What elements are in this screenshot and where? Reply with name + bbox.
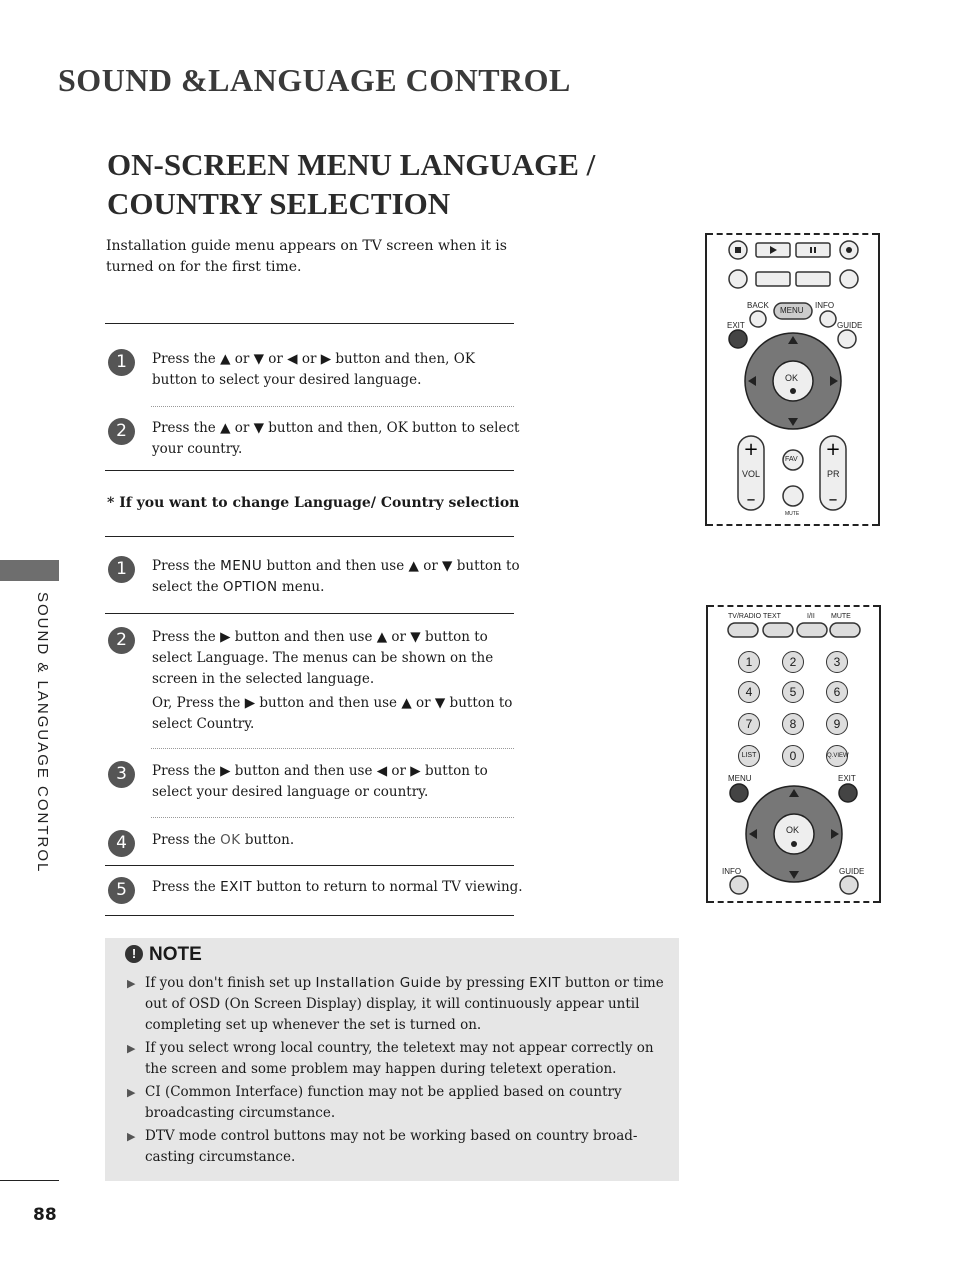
arrow-icon: ▶ [127, 1130, 136, 1143]
digit-0-button[interactable]: 0 [782, 745, 804, 767]
back-label: BACK [747, 301, 769, 310]
mute-label: MUTE [785, 511, 800, 517]
svg-text:–: – [746, 489, 756, 510]
note-title: ! NOTE [125, 944, 202, 966]
digit-3-button[interactable]: 3 [826, 651, 848, 673]
menu-button[interactable]: MENU [780, 306, 804, 315]
step-number: 4 [108, 830, 135, 857]
step-text: Press the OK button. [152, 832, 295, 848]
divider [105, 536, 514, 537]
step-text: Press the ▲ or ▼ button and then, OK button to select your country. [152, 420, 520, 457]
page-number: 88 [33, 1205, 57, 1225]
step-number: 2 [108, 418, 135, 445]
fav-button[interactable]: FAV [785, 456, 798, 463]
digit-2-button[interactable]: 2 [782, 651, 804, 673]
pr-label: PR [827, 469, 840, 479]
digit-8-button[interactable]: 8 [782, 713, 804, 735]
side-label: SOUND & LANGUAGE CONTROL [34, 592, 51, 874]
divider [105, 613, 514, 614]
step-text: Press the ▶ button and then use ◀ or ▶ button to select your desired language or country. [152, 763, 488, 800]
svg-text:+: + [743, 439, 759, 460]
digit-9-button[interactable]: 9 [826, 713, 848, 735]
step-text: Press the MENU button and then use ▲ or ▼ button to select the OPTION menu. [152, 558, 520, 595]
guide-label: GUIDE [839, 867, 865, 876]
exclamation-icon: ! [125, 945, 143, 963]
note-item: ▶ If you don't finish set up Installation Guide by pressing EXIT button or time out of OSD (On Screen Display) display, it will continuously appear until completing set up whenever the set is turned on. [127, 975, 664, 1033]
svg-text:–: – [828, 489, 838, 510]
divider [105, 470, 514, 471]
dotted-divider [151, 406, 514, 407]
divider [105, 323, 514, 324]
menu-label: MENU [728, 774, 752, 783]
qview-button[interactable]: Q.VIEW [826, 745, 848, 767]
step-number: 1 [108, 556, 135, 583]
exit-label: EXIT [838, 774, 856, 783]
step-number: 2 [108, 627, 135, 654]
guide-label: GUIDE [837, 321, 863, 330]
info-label: INFO [722, 867, 742, 876]
digit-4-button[interactable]: 4 [738, 681, 760, 703]
mute-label: MUTE [831, 613, 851, 620]
digit-7-button[interactable]: 7 [738, 713, 760, 735]
intro-text: Installation guide menu appears on TV screen when it is turned on for the first time. [106, 238, 507, 275]
i-ii-label: I/II [807, 613, 815, 620]
info-label: INFO [815, 301, 835, 310]
vol-label: VOL [742, 469, 761, 479]
dotted-divider [151, 817, 514, 818]
note-box [105, 938, 679, 1181]
digit-6-button[interactable]: 6 [826, 681, 848, 703]
page-title-line1: ON-SCREEN MENU LANGUAGE / [107, 147, 596, 182]
step-text: Press the ▶ button and then use ▲ or ▼ button to select Language. The menus can be shown on the screen in the selected language. Or, Press the ▶ button and then use ▲ or ▼ button to select Country. [152, 629, 513, 732]
sub-heading: * If you want to change Language/ Country selection [107, 495, 520, 511]
svg-text:+: + [825, 439, 841, 460]
side-tab [0, 560, 59, 581]
divider [105, 915, 514, 916]
divider [105, 865, 514, 866]
ok-button[interactable]: OK [785, 373, 799, 383]
arrow-icon: ▶ [127, 977, 136, 990]
exit-label: EXIT [727, 321, 745, 330]
digit-5-button[interactable]: 5 [782, 681, 804, 703]
note-item: ▶ If you select wrong local country, the teletext may not appear correctly on the screen and some problem may happen during teletext operation. [127, 1040, 654, 1077]
arrow-icon: ▶ [127, 1086, 136, 1099]
page-rule [0, 1180, 59, 1181]
dotted-divider [151, 748, 514, 749]
step-text: Press the ▲ or ▼ or ◀ or ▶ button and then, OK button to select your desired language. [152, 351, 475, 388]
list-button[interactable]: LIST [738, 745, 760, 767]
step-number: 3 [108, 761, 135, 788]
digit-1-button[interactable]: 1 [738, 651, 760, 673]
remote-control-top [705, 233, 880, 526]
tvradio-label: TV/RADIO [728, 613, 762, 620]
arrow-icon: ▶ [127, 1042, 136, 1055]
note-item: ▶ CI (Common Interface) function may not be applied based on country broadcasting circumstance. [127, 1084, 622, 1121]
note-item: ▶ DTV mode control buttons may not be working based on country broad-casting circumstance. [127, 1128, 638, 1165]
remote-control-bottom [706, 605, 881, 903]
page-title-line2: COUNTRY SELECTION [107, 186, 451, 221]
ok-button[interactable]: OK [786, 825, 800, 835]
step-number: 5 [108, 877, 135, 904]
page-title [107, 145, 595, 223]
step-text: Press the EXIT button to return to normal TV viewing. [152, 879, 523, 895]
section-title: SOUND &LANGUAGE CONTROL [58, 62, 571, 98]
text-label: TEXT [763, 613, 781, 620]
step-number: 1 [108, 349, 135, 376]
